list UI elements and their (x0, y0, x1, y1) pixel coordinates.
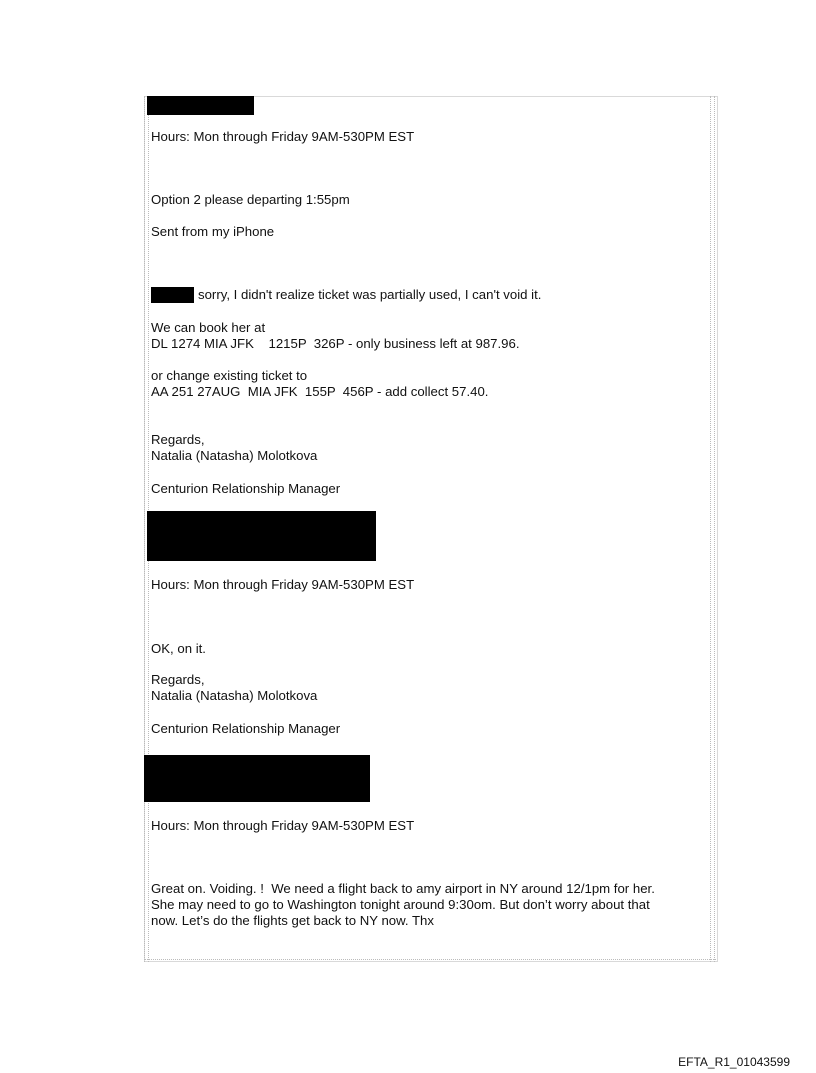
book-intro: We can book her at (151, 320, 266, 335)
document-id: EFTA_R1_01043599 (678, 1055, 790, 1069)
signature-title: Centurion Relationship Manager (151, 721, 341, 736)
option-request: Option 2 please departing 1:55pm (151, 192, 350, 207)
redaction-block (147, 96, 254, 115)
redaction-block (151, 287, 194, 303)
signature-name: Natalia (Natasha) Molotkova (151, 448, 318, 463)
signature-name: Natalia (Natasha) Molotkova (151, 688, 318, 703)
option-dl: DL 1274 MIA JFK 1215P 326P - only business left at 987.96. (151, 336, 520, 351)
hours-line: Hours: Mon through Friday 9AM-530PM EST (151, 577, 415, 592)
request-line: She may need to go to Washington tonight around 9:30om. But don’t worry about that (151, 897, 650, 912)
hours-line: Hours: Mon through Friday 9AM-530PM EST (151, 818, 415, 833)
frame-right-rule (710, 96, 715, 962)
request-line: Great on. Voiding. ! We need a flight back to amy airport in NY around 12/1pm for her. (151, 881, 655, 896)
redaction-block (144, 755, 370, 802)
apology-line: sorry, I didn't realize ticket was partially used, I can't void it. (198, 287, 542, 302)
redaction-block (147, 511, 376, 561)
frame-bottom-rule (144, 958, 716, 960)
signature-regards: Regards, (151, 432, 205, 447)
option-aa: AA 251 27AUG MIA JFK 155P 456P - add collect 57.40. (151, 384, 489, 399)
sent-from: Sent from my iPhone (151, 224, 275, 239)
signature-title: Centurion Relationship Manager (151, 481, 341, 496)
change-intro: or change existing ticket to (151, 368, 308, 383)
signature-regards: Regards, (151, 672, 205, 687)
request-line: now. Let’s do the flights get back to NY now. Thx (151, 913, 434, 928)
ok-reply: OK, on it. (151, 641, 206, 656)
hours-line: Hours: Mon through Friday 9AM-530PM EST (151, 129, 415, 144)
